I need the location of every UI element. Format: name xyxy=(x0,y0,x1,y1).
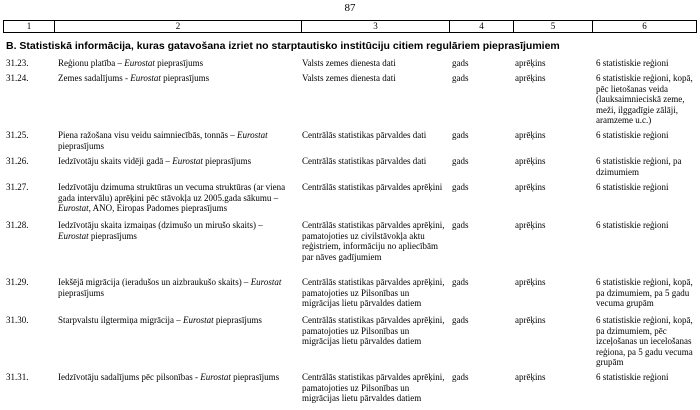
row-method: aprēķins xyxy=(515,73,546,83)
row-source: Valsts zemes dienesta dati xyxy=(302,58,396,68)
column-number: 4 xyxy=(479,21,484,31)
row-detail: 6 statistiskie reģioni, kopā, pa dzimumiem, pa 5 gadu vecuma grupām xyxy=(596,277,693,308)
column-number: 5 xyxy=(550,21,556,31)
row-name: Reģionu platība – Eurostat pieprasījums xyxy=(58,58,204,68)
row-name: Zemes sadalījums - Eurostat pieprasījums xyxy=(58,73,210,83)
row-code: 31.31. xyxy=(6,372,29,382)
row-code: 31.28. xyxy=(6,220,29,230)
row-code: 31.26. xyxy=(6,156,29,166)
row-period: gads xyxy=(452,220,469,230)
row-code: 31.24. xyxy=(6,73,29,83)
row-code: 31.23. xyxy=(6,58,29,68)
row-period: gads xyxy=(452,277,469,287)
row-method: aprēķins xyxy=(515,182,546,192)
row-code: 31.29. xyxy=(6,277,29,287)
row-detail: 6 statistiskie reģioni xyxy=(596,372,669,382)
column-number: 2 xyxy=(175,21,181,31)
column-number: 3 xyxy=(373,21,378,31)
row-period: gads xyxy=(452,372,469,382)
row-method: aprēķins xyxy=(515,220,546,230)
row-detail: 6 statistiskie reģioni, kopā, pēc lietošanas veida (lauksaimnieciskā zeme, meži, ilggadīgie zālāji, aramzeme u.c.) xyxy=(596,73,693,125)
row-source: Centrālās statistikas pārvaldes aprēķini xyxy=(302,182,443,192)
row-source: Centrālās statistikas pārvaldes dati xyxy=(302,130,427,140)
row-name: Iedzīvotāju dzimuma struktūras un vecuma struktūras (ar viena gada intervālu) aprēķini pēc stāvokļa uz 2005.gada sākumu – Eurostat, ANO, Eiropas Padomes pieprasījums xyxy=(58,182,286,213)
row-method: aprēķins xyxy=(515,130,546,140)
row-method: aprēķins xyxy=(515,277,546,287)
row-name: Iedzīvotāju sadalījums pēc pilsonības - Eurostat pieprasījums xyxy=(58,372,280,382)
row-period: gads xyxy=(452,156,469,166)
row-source: Centrālās statistikas pārvaldes aprēķini, pamatojoties uz civilstāvokļa aktu reģistriem, informāciju no apliecībām par nāves gadījumiem xyxy=(302,220,445,262)
row-name: Iedzīvotāju skaita izmaiņas (dzimušo un mirušo skaits) – Eurostat pieprasījums xyxy=(58,220,263,241)
row-code: 31.27. xyxy=(6,182,29,192)
row-source: Centrālās statistikas pārvaldes aprēķini, pamatojoties uz Pilsonības un migrācijas lietu pārvaldes datiem xyxy=(302,372,445,403)
row-period: gads xyxy=(452,315,469,325)
row-code: 31.25. xyxy=(6,130,29,140)
row-code: 31.30. xyxy=(6,315,29,325)
row-name: Iedzīvotāju skaits vidēji gadā – Eurostat pieprasījums xyxy=(58,156,252,166)
row-name: Starpvalstu ilgtermiņa migrācija – Eurostat pieprasījums xyxy=(58,315,262,325)
row-detail: 6 statistiskie reģioni, kopā, pa dzimumiem, pēc izceļošanas un iecelošanas reģiona, pa 5 gadu vecuma grupām xyxy=(596,315,693,367)
row-detail: 6 statistiskie reģioni xyxy=(596,130,669,140)
row-method: aprēķins xyxy=(515,156,546,166)
row-source: Centrālās statistikas pārvaldes aprēķini, pamatojoties uz Pilsonības un migrācijas lietu pārvaldes datiem xyxy=(302,315,445,346)
row-name: Piena ražošana visu veidu saimniecībās, tonnās – Eurostat pieprasījums xyxy=(58,130,268,151)
row-method: aprēķins xyxy=(515,58,546,68)
row-detail: 6 statistiskie reģioni xyxy=(596,220,669,230)
row-source: Centrālās statistikas pārvaldes dati xyxy=(302,156,427,166)
row-period: gads xyxy=(452,182,469,192)
page-number: 87 xyxy=(344,2,356,14)
row-period: gads xyxy=(452,58,469,68)
row-source: Centrālās statistikas pārvaldes aprēķini, pamatojoties uz Pilsonības un migrācijas lietu pārvaldes datiem xyxy=(302,277,445,308)
row-detail: 6 statistiskie reģioni xyxy=(596,182,669,192)
row-detail: 6 statistiskie reģioni, pa dzimumiem xyxy=(596,156,682,177)
row-source: Valsts zemes dienesta dati xyxy=(302,73,396,83)
row-method: aprēķins xyxy=(515,372,546,382)
section-title: B. Statistiskā informācija, kuras gatavošana izriet no starptautisko institūciju citiem regulāriem pieprasījumiem xyxy=(6,40,560,52)
row-method: aprēķins xyxy=(515,315,546,325)
column-number-header xyxy=(3,20,697,33)
row-detail: 6 statistiskie reģioni xyxy=(596,58,669,68)
column-number: 6 xyxy=(642,21,647,31)
row-name: Iekšējā migrācija (ieradušos un aizbraukušo skaits) – Eurostat pieprasījums xyxy=(58,277,282,298)
row-period: gads xyxy=(452,73,469,83)
column-number: 1 xyxy=(26,21,32,31)
row-period: gads xyxy=(452,130,469,140)
